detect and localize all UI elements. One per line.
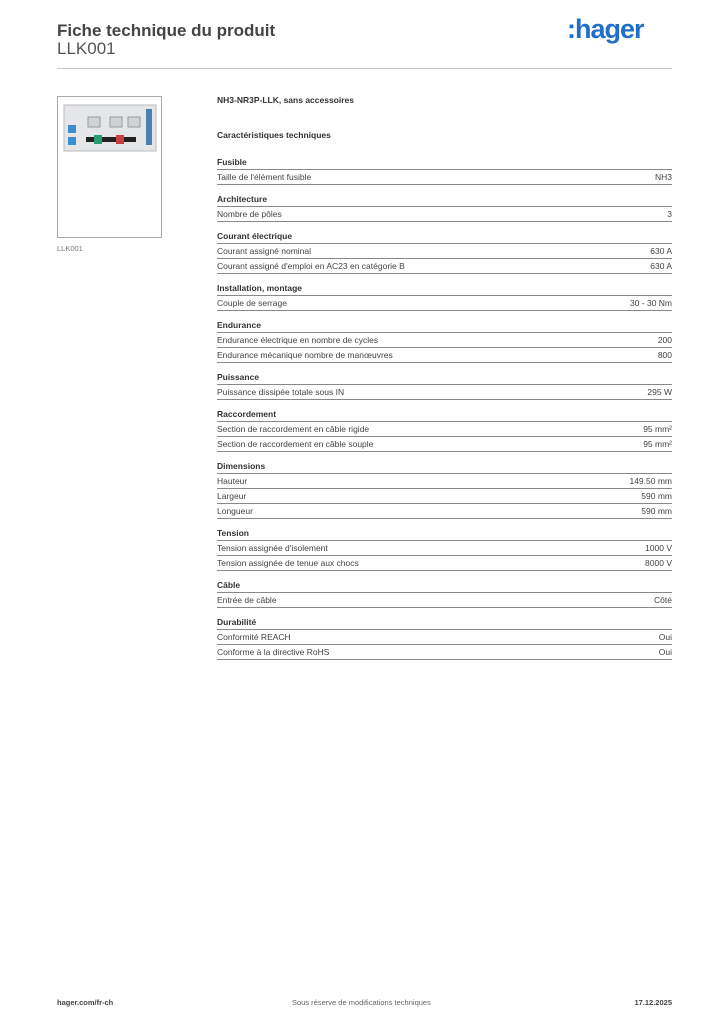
spec-value: 800 <box>657 350 672 360</box>
section-title: Puissance <box>217 372 672 385</box>
spec-value: Oui <box>658 632 672 642</box>
spec-section <box>217 617 672 660</box>
spec-value: 95 mm² <box>643 424 672 434</box>
spec-label: Conformité REACH <box>217 632 291 642</box>
spec-label: Endurance électrique en nombre de cycles <box>217 335 379 345</box>
spec-label: Section de raccordement en câble souple <box>217 439 374 449</box>
section-title: Raccordement <box>217 409 672 422</box>
spec-row <box>217 259 672 274</box>
spec-label: Courant assigné nominal <box>217 246 312 256</box>
spec-row <box>217 170 672 185</box>
footer-website[interactable]: hager.com/fr-ch <box>57 998 114 1007</box>
spec-row <box>217 489 672 504</box>
page-title: Fiche technique du produit <box>57 21 276 40</box>
spec-row <box>217 296 672 311</box>
section-title: Installation, montage <box>217 283 672 296</box>
spec-section <box>217 320 672 363</box>
spec-value: 630 A <box>650 261 672 271</box>
spec-section <box>217 409 672 452</box>
header-divider <box>57 68 672 69</box>
spec-label: Largeur <box>217 491 247 501</box>
section-title: Fusible <box>217 157 672 170</box>
spec-label: Section de raccordement en câble rigide <box>217 424 370 434</box>
spec-content <box>217 95 672 669</box>
product-name: NH3-NR3P-LLK, sans accessoires <box>217 95 355 105</box>
characteristics-title: Caractéristiques techniques <box>217 130 331 140</box>
spec-section <box>217 528 672 571</box>
spec-label: Tension assignée de tenue aux chocs <box>217 558 359 568</box>
spec-row <box>217 244 672 259</box>
spec-section <box>217 372 672 400</box>
spec-label: Hauteur <box>217 476 248 486</box>
spec-label: Courant assigné d'emploi en AC23 en catégorie B <box>217 261 405 271</box>
section-title: Câble <box>217 580 672 593</box>
footer-disclaimer: Sous réserve de modifications techniques <box>292 998 431 1007</box>
spec-value: Oui <box>658 647 672 657</box>
image-caption: LLK001 <box>57 244 83 253</box>
spec-value: 8000 V <box>645 558 672 568</box>
spec-section <box>217 580 672 608</box>
spec-row <box>217 474 672 489</box>
product-image <box>57 96 162 238</box>
spec-label: Tension assignée d'isolement <box>217 543 328 553</box>
spec-value: 149.50 mm <box>629 476 672 486</box>
section-title: Durabilité <box>217 617 672 630</box>
spec-row <box>217 437 672 452</box>
spec-row <box>217 333 672 348</box>
spec-label: Taille de l'élément fusible <box>217 172 312 182</box>
spec-row <box>217 207 672 222</box>
section-title: Architecture <box>217 194 672 207</box>
spec-row <box>217 385 672 400</box>
spec-value: 3 <box>667 209 672 219</box>
section-title: Endurance <box>217 320 672 333</box>
spec-label: Nombre de pôles <box>217 209 282 219</box>
product-reference: LLK001 <box>57 39 116 58</box>
spec-section <box>217 157 672 185</box>
section-title: Dimensions <box>217 461 672 474</box>
spec-label: Conforme à la directive RoHS <box>217 647 330 657</box>
spec-value: 30 - 30 Nm <box>629 298 672 308</box>
spec-sections <box>217 157 672 660</box>
spec-label: Puissance dissipée totale sous IN <box>217 387 345 397</box>
spec-value: 590 mm <box>641 491 672 501</box>
spec-row <box>217 593 672 608</box>
spec-value: 95 mm² <box>643 439 672 449</box>
spec-section <box>217 461 672 519</box>
spec-value: 630 A <box>650 246 672 256</box>
spec-row <box>217 504 672 519</box>
spec-row <box>217 630 672 645</box>
footer-date: 17.12.2025 <box>634 998 672 1007</box>
section-title: Tension <box>217 528 672 541</box>
spec-value: 200 <box>657 335 672 345</box>
spec-row <box>217 348 672 363</box>
spec-row <box>217 556 672 571</box>
spec-label: Longueur <box>217 506 253 516</box>
spec-value: 590 mm <box>641 506 672 516</box>
spec-label: Endurance mécanique nombre de manœuvres <box>217 350 393 360</box>
spec-label: Entrée de câble <box>217 595 277 605</box>
section-title: Courant électrique <box>217 231 672 244</box>
spec-label: Couple de serrage <box>217 298 287 308</box>
spec-row <box>217 422 672 437</box>
spec-section <box>217 194 672 222</box>
spec-section <box>217 231 672 274</box>
spec-value: NH3 <box>654 172 672 182</box>
hager-logo: :hager <box>567 14 644 44</box>
spec-value: 1000 V <box>645 543 672 553</box>
spec-value: Côté <box>654 595 672 605</box>
spec-row <box>217 541 672 556</box>
spec-section <box>217 283 672 311</box>
spec-row <box>217 645 672 660</box>
spec-value: 295 W <box>647 387 672 397</box>
